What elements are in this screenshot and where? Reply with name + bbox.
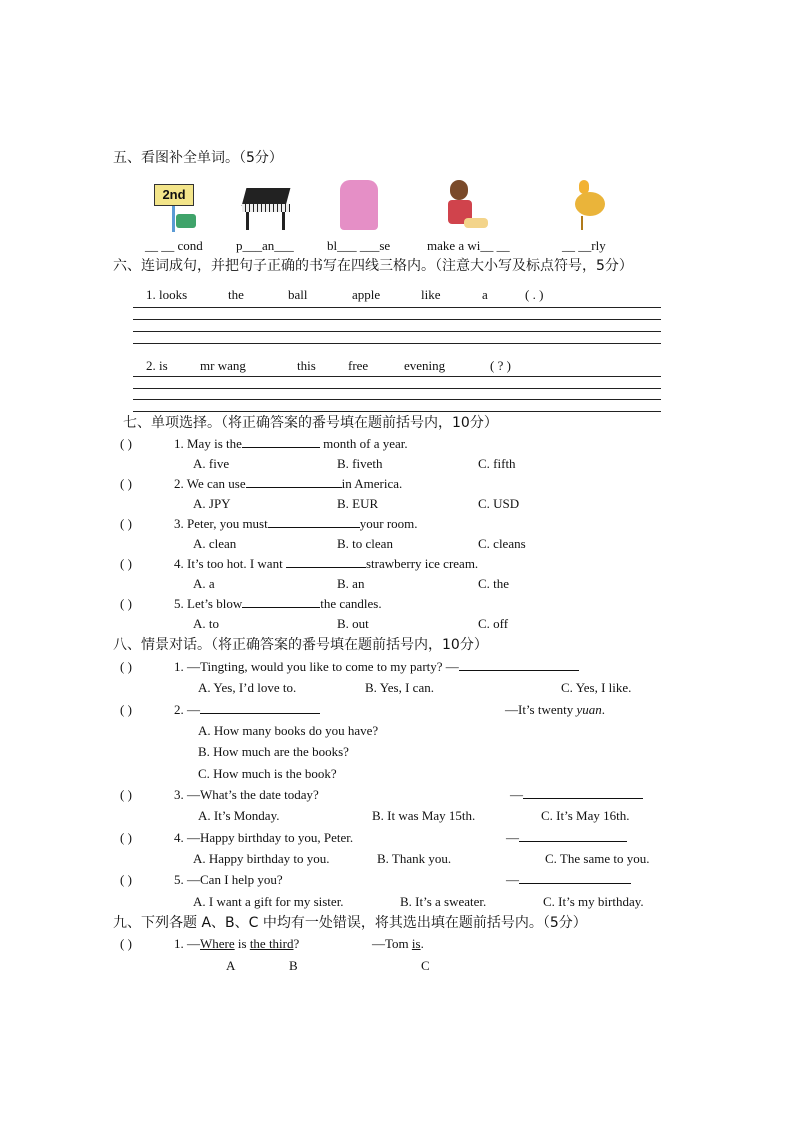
option-b: B. It was May 15th. [372,808,476,823]
writing-line[interactable] [133,388,661,389]
response-yuan: yuan [576,702,602,717]
option-b: B. an [337,576,365,591]
word-blank-2: p___an___ [236,238,294,253]
response-blank[interactable] [506,830,627,846]
num: 1. — [174,936,200,951]
question-suffix: your room. [359,516,418,531]
answer-blank[interactable] [523,787,643,799]
question-prefix: 5. Let’s blow [174,596,243,611]
label-a: A [226,958,236,973]
answer-paren[interactable]: ( ) [120,787,132,802]
option-a: A. I want a gift for my sister. [193,894,344,909]
option-b: B. Thank you. [377,851,452,866]
second-place-sign-image: 2nd [150,180,202,236]
word-5: evening [404,358,446,373]
part-c: is [411,936,421,951]
option-c: C. Yes, I like. [561,680,632,695]
section-9-title: 九、下列各题 A、B、C 中均有一处错误，将其选出填在题前括号内。（5分） [113,915,587,931]
word-blank-4: make a wi__ __ [427,238,510,253]
option-b: B. fiveth [337,456,383,471]
answer-paren[interactable]: ( ) [120,436,132,451]
word-blank-5: __ __rly [562,238,606,253]
question-suffix: strawberry ice cream. [365,556,479,571]
word-2: mr wang [200,358,246,373]
question-suffix: in America. [341,476,403,491]
word-2: the [228,287,244,302]
section-7-title: 七、单项选择。（将正确答案的番号填在题前括号内，10分） [123,415,498,431]
answer-blank[interactable] [268,516,360,528]
response-text [505,702,605,718]
question-2: 2. — [174,702,200,717]
girl-making-wish-image [440,178,492,234]
option-b: B. It’s a sweater. [400,894,487,909]
option-a: A. It’s Monday. [198,808,280,823]
answer-blank[interactable] [459,659,579,671]
dash: — [506,872,519,887]
question-prefix: 3. Peter, you must [174,516,268,531]
writing-line[interactable] [133,399,661,400]
answer-paren[interactable]: ( ) [120,476,132,491]
label-b: B [289,958,298,973]
word-4: free [348,358,369,373]
answer-blank[interactable] [286,556,366,568]
dash: — [510,787,523,802]
option-b: B. to clean [337,536,393,551]
option-b: B. out [337,616,369,631]
question-suffix: the candles. [320,596,382,611]
question-prefix: 4. It’s too hot. I want [174,556,286,571]
rooster-image [565,174,617,230]
option-a: A. five [193,456,230,471]
writing-line[interactable] [133,307,661,308]
option-c: C. cleans [478,536,526,551]
question-1: 1. —Tingting, would you like to come to my party? — [174,659,459,674]
writing-line[interactable] [133,319,661,320]
punctuation: ( ? ) [490,358,511,373]
answer-paren[interactable]: ( ) [120,830,132,845]
section-6-title: 六、连词成句，并把句子正确的书写在四线三格内。（注意大小写及标点符号，5分） [113,258,633,274]
word-1: 1. looks [146,287,188,302]
option-c: C. off [478,616,509,631]
question-5: 5. —Can I help you? [174,872,283,887]
question-text [174,516,418,532]
label-c: C [421,958,430,973]
answer-paren[interactable]: ( ) [120,936,132,951]
writing-line[interactable] [133,331,661,332]
option-a: A. JPY [193,496,231,511]
answer-paren[interactable]: ( ) [120,872,132,887]
option-a: A. Yes, I’d love to. [198,680,297,695]
section-8-title: 八、情景对话。（将正确答案的番号填在题前括号内，10分） [113,637,488,653]
answer-paren[interactable]: ( ) [120,596,132,611]
question-text [174,476,402,492]
blouse-image [332,176,384,232]
answer-blank[interactable] [246,476,342,488]
answer-blank[interactable] [200,702,320,714]
qmark: ? [293,936,300,951]
writing-line[interactable] [133,411,661,412]
option-c: C. How much is the book? [198,766,337,781]
error-question-1 [174,936,299,952]
question-prefix: 1. May is the [174,436,242,451]
word-1: 2. is [146,358,168,373]
question-text [174,659,579,675]
piano-image [240,182,292,238]
word-blank-3: bl___ ___se [327,238,391,253]
writing-line[interactable] [133,343,661,344]
writing-line[interactable] [133,376,661,377]
question-3: 3. —What’s the date today? [174,787,319,802]
answer-paren[interactable]: ( ) [120,556,132,571]
answer-blank[interactable] [519,830,627,842]
answer-paren[interactable]: ( ) [120,516,132,531]
question-prefix: 2. We can use [174,476,246,491]
option-c: C. USD [478,496,520,511]
word-blank-1: __ __ cond [145,238,203,253]
answer-paren[interactable]: ( ) [120,702,132,717]
word-3: ball [288,287,308,302]
option-a: A. Happy birthday to you. [193,851,330,866]
period: . [420,936,424,951]
question-text [174,702,320,718]
option-c: C. It’s May 16th. [541,808,630,823]
answer-paren[interactable]: ( ) [120,659,132,674]
word-3: this [297,358,316,373]
answer-blank[interactable] [519,872,631,884]
question-text [174,556,478,572]
punctuation: ( . ) [525,287,544,302]
option-c: C. The same to you. [545,851,650,866]
answer-text: —Tom [372,936,412,951]
part-b: the third [249,936,294,951]
option-c: C. fifth [478,456,516,471]
option-b: B. How much are the books? [198,744,349,759]
option-b: B. Yes, I can. [365,680,434,695]
part-a: Where [200,936,235,951]
question-suffix: month of a year. [319,436,408,451]
error-answer [372,936,424,952]
word-5: like [421,287,441,302]
option-c: C. the [478,576,510,591]
question-text [174,596,382,612]
option-a: A. clean [193,536,237,551]
word: is [234,936,250,951]
option-a: A. How many books do you have? [198,723,379,738]
section-5-title: 五、看图补全单词。（5分） [113,150,283,166]
word-6: a [482,287,488,302]
question-text [174,436,408,452]
word-4: apple [352,287,381,302]
response: —It’s twenty [505,702,577,717]
question-4: 4. —Happy birthday to you, Peter. [174,830,354,845]
response-end: . [601,702,606,717]
response-blank[interactable] [506,872,631,888]
option-a: A. to [193,616,219,631]
option-b: B. EUR [337,496,379,511]
dash: — [506,830,519,845]
option-a: A. a [193,576,215,591]
response-blank[interactable] [510,787,643,803]
answer-blank[interactable] [242,596,320,608]
option-c: C. It’s my birthday. [543,894,644,909]
answer-blank[interactable] [242,436,320,448]
